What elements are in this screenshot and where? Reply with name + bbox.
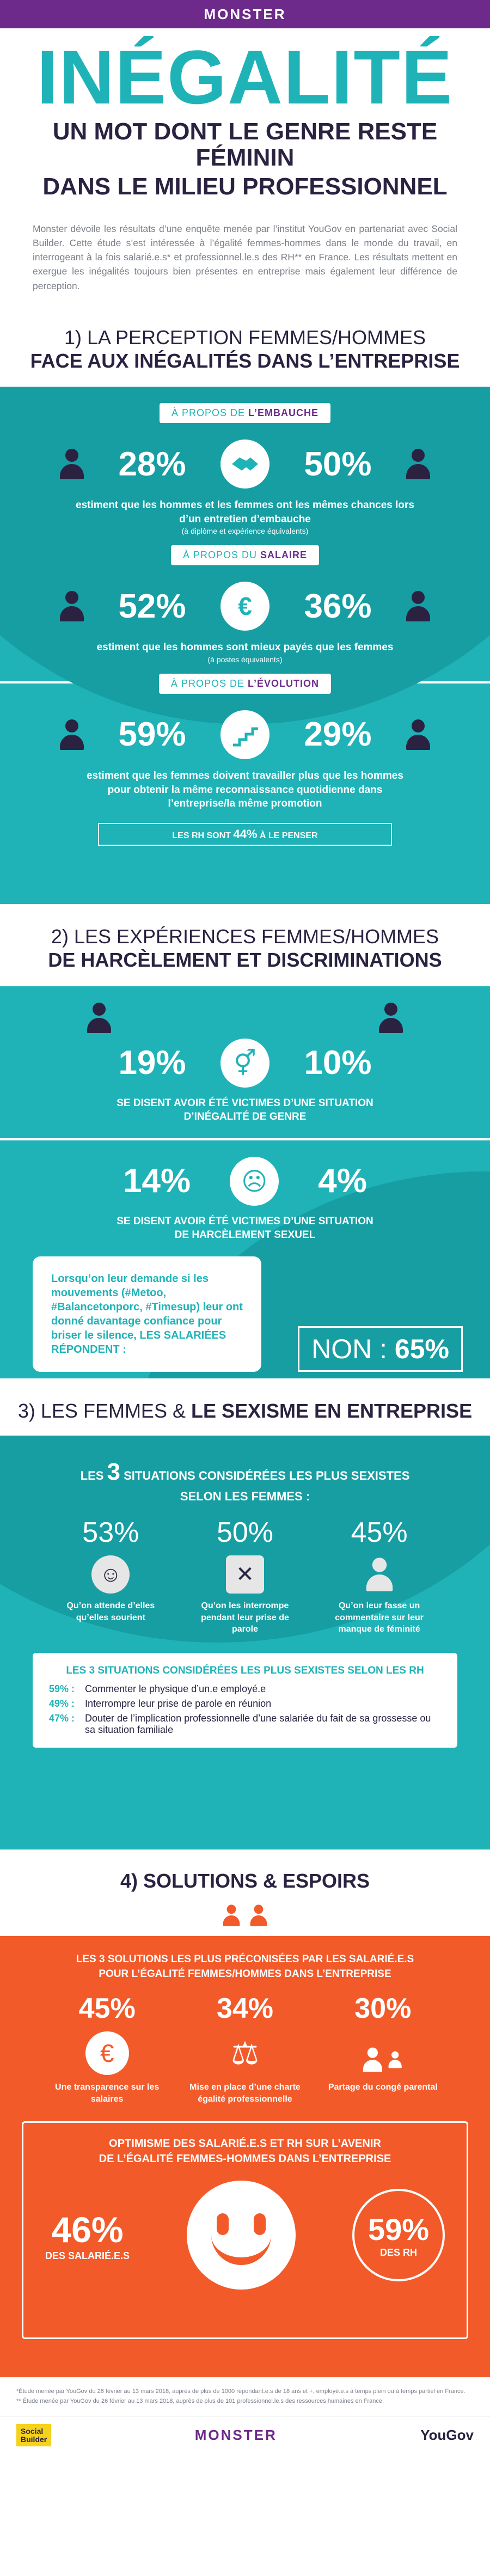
embauche-men-pct: 50%: [304, 445, 372, 483]
metoo-box: Lorsqu’on leur demande si les mouvements (#Metoo, #Balancetonporc, #Timesup) leur ont donné davantage confiance pour briser le silence, LES SALARIÉES RÉPONDENT :: [33, 1256, 261, 1372]
stat-row-salaire: [0, 582, 490, 631]
handshake-icon: [220, 439, 270, 489]
pill-salaire: À PROPOS DU SALAIRE: [171, 545, 319, 565]
section-1-title: [0, 326, 490, 373]
people-icon: [0, 1900, 490, 1931]
euro-icon: €: [220, 582, 270, 631]
section-1-title-line-1: 1) LA PERCEPTION FEMMES/HOMMES: [64, 326, 426, 349]
section-1-panel: [0, 387, 490, 904]
rh-sexisme-box: LES 3 SITUATIONS CONSIDÉRÉES LES PLUS SEXISTES SELON LES RH 59% : Commenter le physique d’un.e employé.e 49% : Interrompre leur prise de parole en réunion 47% : Douter de l’implication professionnelle d’une salariée du fait de sa grossesse ou sa situation familiale: [33, 1653, 457, 1748]
hero-subtitle-line-1: UN MOT DONT LE GENRE RESTE FÉMININ: [52, 118, 438, 171]
non-callout: NON : 65%: [298, 1326, 463, 1372]
interrupt-icon: ✕: [226, 1555, 264, 1594]
stairs-icon: [220, 710, 270, 759]
salaries-optimism: 46% DES SALARIÉ.E.S: [45, 2209, 130, 2261]
harcelement-women-pct: 14%: [123, 1162, 191, 1200]
stat-row-inegalite: [0, 1039, 490, 1088]
euro-icon: €: [85, 2031, 129, 2075]
solution-item: 34% ⚖ Mise en place d’une charte égalité professionnelle: [189, 1993, 301, 2104]
man-icon: [406, 591, 430, 621]
sexisme-item: 45% Qu’on leur fasse un commentaire sur leur manque de féminité: [335, 1517, 424, 1634]
sexisme-item: 50% ✕ Qu’on les interrompe pendant leur prise de parole: [201, 1517, 289, 1634]
evolution-caption: estiment que les femmes doivent travailler plus que les hommes pour obtenir la même reconnaissance quotidienne dans l’entreprise/la même promotion: [87, 770, 403, 810]
harcelement-caption: SE DISENT AVOIR ÉTÉ VICTIMES D’UNE SITUATION DE HARCÈLEMENT SEXUEL: [117, 1215, 373, 1241]
hero: [0, 28, 490, 200]
pill-evolution: À PROPOS DE L’ÉVOLUTION: [159, 674, 331, 694]
salaire-men-pct: 36%: [304, 587, 372, 625]
pill-embauche: À PROPOS DE L’EMBAUCHE: [160, 403, 330, 423]
embauche-women-pct: 28%: [118, 445, 186, 483]
section-1-title-line-2: FACE AUX INÉGALITÉS DANS L’ENTREPRISE: [30, 349, 460, 372]
section-2-title: [0, 925, 490, 972]
evolution-men-pct: 29%: [304, 716, 372, 754]
sad-face-icon: ☹: [230, 1157, 279, 1206]
hero-title: INÉGALITÉ: [36, 34, 454, 120]
intro-paragraph: Monster dévoile les résultats d’une enquête menée par l’institut YouGov en partenariat avec Social Builder. Cette étude s’est intéressée à l’égalité femmes-hommes dans le monde du travail, en interrogeant à la fois salarié.e.s* et professionnel.le.s des RH** en France. Les résultats mettent en exergue les inégalités toujours bien présentes en entreprise mais également leur différence de perception.: [33, 223, 457, 291]
stat-row-embauche: [0, 439, 490, 489]
yougov-logo: YouGov: [420, 2427, 474, 2444]
rh-item: 49% : Interrompre leur prise de parole en réunion: [49, 1698, 272, 1709]
harcelement-men-pct: 4%: [318, 1162, 367, 1200]
social-builder-logo: Social Builder: [16, 2424, 51, 2446]
scale-icon: ⚖: [230, 2036, 259, 2072]
inegalite-women-pct: 19%: [118, 1044, 186, 1082]
solutions-heading: LES 3 SOLUTIONS LES PLUS PRÉCONISÉES PAR LES SALARIÉ.E.S POUR L’ÉGALITÉ FEMMES/HOMMES DANS L’ENTREPRISE: [76, 1953, 414, 1980]
hero-subtitle-line-2: DANS LE MILIEU PROFESSIONNEL: [42, 173, 448, 200]
woman-icon: [87, 1003, 111, 1033]
man-icon: [406, 449, 430, 479]
man-icon: [379, 1003, 403, 1033]
solution-item: 45% € Une transparence sur les salaires: [55, 1993, 160, 2104]
salaire-women-pct: 52%: [118, 587, 186, 625]
footnotes: *Étude menée par YouGov du 26 février au 13 mars 2018, auprès de plus de 1000 répondant.e.s de 18 ans et +, employé.e.s à temps plein ou à temps partiel en France. ** Étude menée par YouGov du 26 février au 13 mars 2018, auprès de plus de 101 professionnel.le.s des ressources humaines en France.: [16, 2388, 465, 2404]
woman-icon: [360, 1555, 399, 1594]
smile-face-icon: [187, 2181, 296, 2290]
smile-icon: ☺: [91, 1555, 130, 1594]
solution-item: 30% Partage du congé parental: [328, 1993, 438, 2092]
section-2-title-line-1: 2) LES EXPÉRIENCES FEMMES/HOMMES: [51, 925, 439, 948]
optimism-box: OPTIMISME DES SALARIÉ.E.S ET RH SUR L’AVENIR DE L’ÉGALITÉ FEMMES-HOMMES DANS L’ENTREPRISE 46% DES SALARIÉ.E.S 59% DES RH: [22, 2121, 468, 2339]
stat-row-harcelement: [0, 1157, 490, 1206]
section-3-title: 3) LES FEMMES & LE SEXISME EN ENTREPRISE: [17, 1399, 473, 1422]
evolution-women-pct: 59%: [118, 716, 186, 754]
man-icon: [406, 719, 430, 750]
inegalite-caption: SE DISENT AVOIR ÉTÉ VICTIMES D’UNE SITUATION D’INÉGALITÉ DE GENRE: [117, 1097, 373, 1123]
woman-icon: [60, 591, 84, 621]
section-2-panel: [0, 986, 490, 1378]
sexisme-items: [0, 1505, 490, 1635]
salaire-caption: estiment que les hommes sont mieux payés que les femmes (à postes équivalents): [96, 642, 394, 664]
woman-icon: [60, 719, 84, 750]
section-2-title-line-2: DE HARCÈLEMENT ET DISCRIMINATIONS: [48, 949, 442, 972]
family-icon: [361, 2031, 405, 2075]
woman-icon: [60, 449, 84, 479]
rh-item: 59% : Commenter le physique d’un.e employé.e: [49, 1683, 266, 1694]
rh-item: 47% : Douter de l’implication professionnelle d’une salariée du fait de sa grossesse ou sa situation familiale: [49, 1712, 431, 1735]
section-4-title: 4) SOLUTIONS & ESPOIRS: [120, 1869, 370, 1892]
divider: [0, 1138, 490, 1140]
monster-logo-footer: MONSTER: [194, 2427, 277, 2444]
section-4-panel: [0, 1936, 490, 2377]
stat-row-evolution: [0, 710, 490, 759]
inegalite-men-pct: 10%: [304, 1044, 372, 1082]
embauche-caption: estiment que les hommes et les femmes ont les mêmes chances lors d’un entretien d’embauche (à diplôme et expérience équivalents): [76, 499, 414, 536]
solutions-items: [0, 1981, 490, 2105]
footer-logos: [0, 2416, 490, 2454]
section-3-panel: [0, 1436, 490, 1849]
monster-logo: MONSTER: [204, 5, 286, 22]
rh-optimism: 59% DES RH: [352, 2189, 445, 2281]
rh-callout: LES RH SONT 44% À LE PENSER: [98, 823, 392, 846]
top-banner: [0, 0, 490, 28]
sexisme-heading: LES 3 SITUATIONS CONSIDÉRÉES LES PLUS SEXISTES SELON LES FEMMES :: [80, 1458, 410, 1504]
sexisme-item: 53% ☺ Qu’on attende d’elles qu’elles sourient: [66, 1517, 155, 1622]
gender-symbols-icon: ⚥: [220, 1039, 270, 1088]
